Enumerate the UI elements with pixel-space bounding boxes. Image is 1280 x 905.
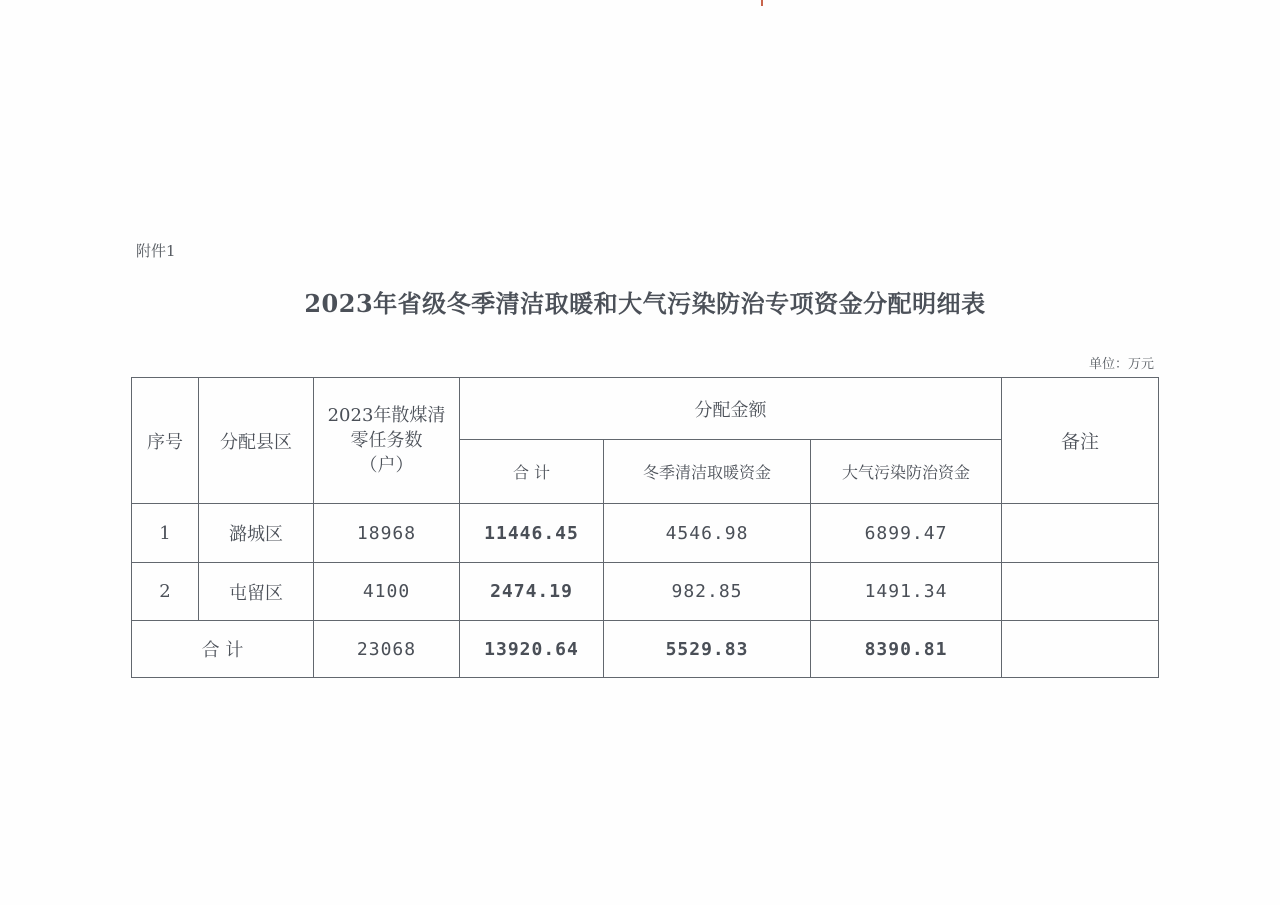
table-row (132, 504, 1159, 563)
row-pollution: 1491.34 (811, 563, 1002, 621)
row-households: 18968 (314, 504, 460, 563)
row-seq: 1 (132, 504, 199, 563)
header-allocation: 分配金额 (460, 378, 1002, 440)
row-remarks (1002, 563, 1159, 621)
total-label: 合 计 (132, 621, 314, 678)
total-remarks (1002, 621, 1159, 678)
header-row-1 (132, 378, 1159, 440)
page-edge-mark (761, 0, 763, 6)
header-task-line3: （户） (359, 455, 414, 476)
allocation-table (131, 377, 1159, 678)
header-subtotal: 合 计 (460, 440, 604, 504)
unit-label: 单位：万元 (1088, 357, 1154, 372)
row-pollution: 6899.47 (811, 504, 1002, 563)
header-district: 分配县区 (199, 378, 314, 504)
header-pollution-fund: 大气污染防治资金 (811, 440, 1002, 504)
header-seq: 序号 (132, 378, 199, 504)
row-district: 潞城区 (199, 504, 314, 563)
table-row (132, 563, 1159, 621)
row-heating: 4546.98 (604, 504, 811, 563)
header-heating-fund: 冬季清洁取暖资金 (604, 440, 811, 504)
row-households: 4100 (314, 563, 460, 621)
row-heating: 982.85 (604, 563, 811, 621)
header-task-line2: 零任务数 (350, 430, 423, 451)
total-households: 23068 (314, 621, 460, 678)
attachment-label: 附件1 (136, 242, 176, 260)
row-total: 2474.19 (460, 563, 604, 621)
total-heating: 5529.83 (604, 621, 811, 678)
total-pollution: 8390.81 (811, 621, 1002, 678)
row-remarks (1002, 504, 1159, 563)
header-task-count (314, 378, 460, 504)
total-row (132, 621, 1159, 678)
row-seq: 2 (132, 563, 199, 621)
header-task-line1: 2023年散煤清 (327, 405, 446, 426)
row-total: 11446.45 (460, 504, 604, 563)
document-title: 2023年省级冬季清洁取暖和大气污染防治专项资金分配明细表 (304, 289, 986, 318)
header-remarks: 备注 (1002, 378, 1159, 504)
row-district: 屯留区 (199, 563, 314, 621)
total-amount: 13920.64 (460, 621, 604, 678)
